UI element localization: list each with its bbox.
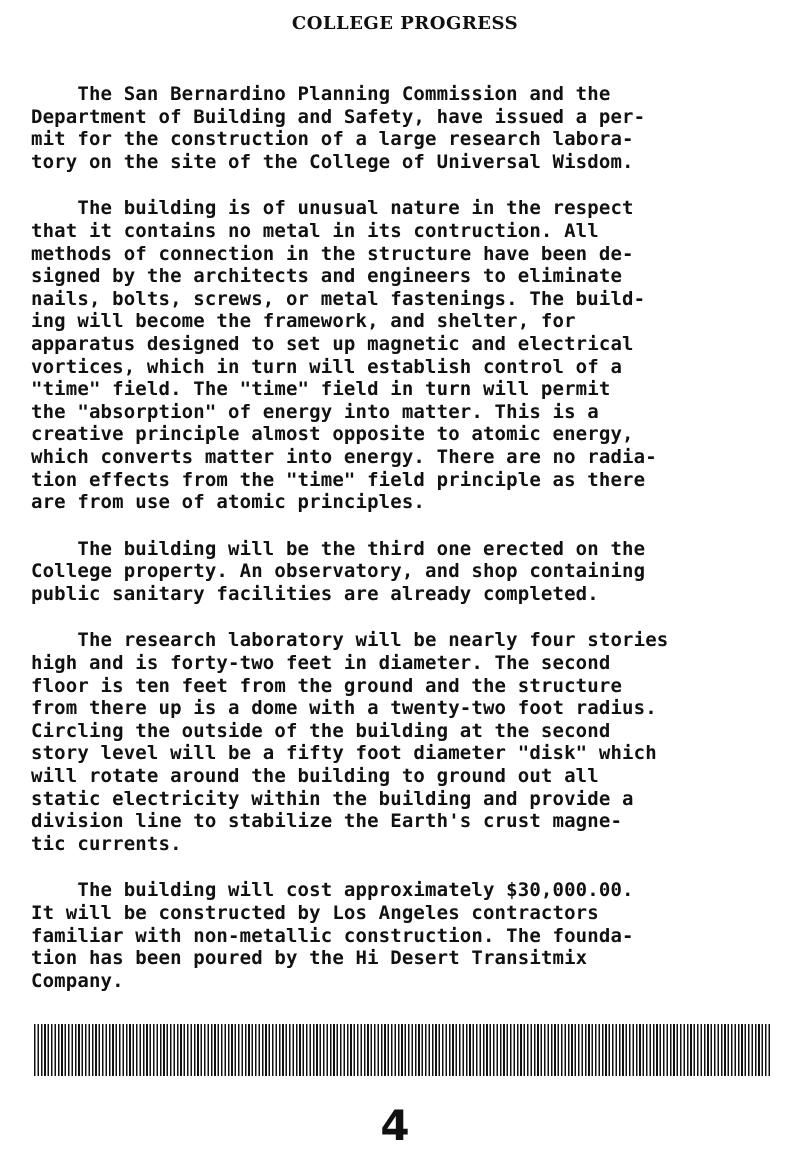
text-line: The research laboratory will be nearly four stories xyxy=(31,629,669,652)
text-line: The building will be the third one erected on the xyxy=(31,537,646,560)
text-line: tory on the site of the College of Universal Wisdom. xyxy=(31,150,634,173)
text-line: familiar with non-metallic construction. The founda- xyxy=(31,924,634,947)
text-line: division line to stabilize the Earth's crust magne- xyxy=(31,810,623,833)
text-line: tic currents. xyxy=(31,832,182,855)
text-line: It will be constructed by Los Angeles contractors xyxy=(31,902,599,924)
article-body xyxy=(31,83,791,1016)
text-line: mit for the construction of a large research labora- xyxy=(31,128,634,151)
text-line: the "absorption" of energy into matter. This is a xyxy=(31,400,599,423)
text-line: signed by the architects and engineers to eliminate xyxy=(31,265,623,288)
text-line: The San Bernardino Planning Commission and the xyxy=(31,83,611,105)
paragraph xyxy=(31,879,791,992)
text-line: high and is forty-two feet in diameter. The second xyxy=(31,652,611,675)
text-line: Circling the outside of the building at the second xyxy=(31,719,611,742)
text-line: methods of connection in the structure have been de- xyxy=(31,242,634,265)
text-line: ing will become the framework, and shelter, for xyxy=(31,310,576,333)
text-line: which converts matter into energy. There are no radia- xyxy=(31,445,657,468)
text-line: College property. An observatory, and shop containing xyxy=(31,560,646,583)
text-line: "time" field. The "time" field in turn will permit xyxy=(31,378,611,401)
text-line: Department of Building and Safety, have issued a per- xyxy=(31,105,646,128)
page-title: COLLEGE PROGRESS xyxy=(291,13,519,34)
text-line: apparatus designed to set up magnetic and electrical xyxy=(31,332,634,355)
text-line: static electricity within the building and provide a xyxy=(31,787,634,810)
text-line: nails, bolts, screws, or metal fastenings. The build- xyxy=(31,287,646,310)
text-line: public sanitary facilities are already completed. xyxy=(31,582,599,605)
page-number: 4 xyxy=(380,1101,410,1150)
text-line: creative principle almost opposite to atomic energy, xyxy=(31,423,634,446)
text-line: story level will be a fifty foot diameter "disk" which xyxy=(31,742,657,765)
text-line: The building will cost approximately $30,000.00. xyxy=(31,879,634,902)
paragraph xyxy=(31,83,791,173)
text-line: vortices, which in turn will establish control of a xyxy=(31,355,623,378)
text-line: from there up is a dome with a twenty-two foot radius. xyxy=(31,697,657,720)
text-line: Company. xyxy=(31,969,124,992)
text-line: tion has been poured by the Hi Desert Transitmix xyxy=(31,947,588,970)
text-line: will rotate around the building to ground out all xyxy=(31,765,599,788)
text-line: that it contains no metal in its contruction. All xyxy=(31,219,599,242)
text-line: are from use of atomic principles. xyxy=(31,491,426,514)
text-line: The building is of unusual nature in the respect xyxy=(31,197,634,220)
paragraph xyxy=(31,629,791,855)
barcode-divider xyxy=(34,1024,772,1076)
paragraph xyxy=(31,538,791,606)
text-line: floor is ten feet from the ground and the structure xyxy=(31,674,623,697)
text-line: tion effects from the "time" field principle as there xyxy=(31,468,646,491)
paragraph xyxy=(31,197,791,513)
